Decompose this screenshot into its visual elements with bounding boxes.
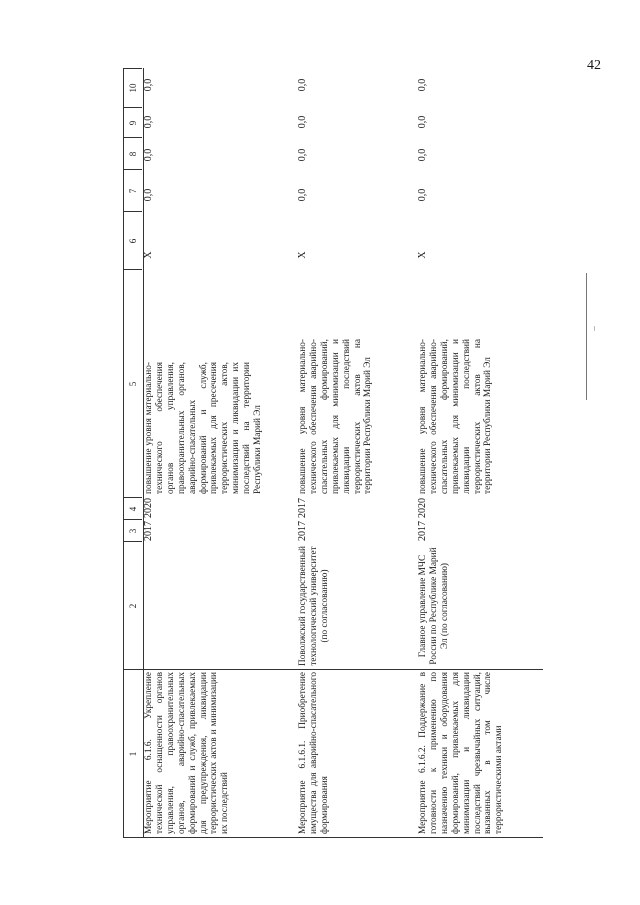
expected-result: повышение уровня материально-технического обеспечения аварийно-спасательных формирований, привлекаемых для минимизации и ликвидации последствий террористических актов на территории Республики Марий Эл bbox=[298, 339, 374, 494]
executor: Главное управление МЧС России по Республике Марий Эл (по согласованию) bbox=[418, 547, 450, 665]
col-7-value: 0,0 bbox=[143, 188, 154, 202]
measure-name: Мероприятие 6.1.6. Укрепление технической оснащенности органов управления, правоохранительных органов, аварийно-спасательных формирований и служб, привлекаемых для предупреждения, ликвидации террористических актов и минимизации их последствий bbox=[144, 672, 231, 834]
rotated-table bbox=[123, 68, 543, 838]
start-year: 2017 bbox=[417, 521, 428, 541]
scan-mark bbox=[594, 326, 595, 331]
table-row bbox=[298, 68, 408, 838]
header-col-4: 4 bbox=[128, 506, 138, 512]
table-header bbox=[123, 68, 144, 838]
start-year: 2017 bbox=[143, 521, 154, 541]
header-col-1: 1 bbox=[128, 751, 138, 757]
expected-result: повышение уровня материально-технического обеспечения аварийно-спасательных формирований, привлекаемых для минимизации и ликвидации последствий террористических актов на территории Республики Марий Эл bbox=[418, 339, 494, 494]
column-rule bbox=[123, 541, 142, 542]
header-col-9: 9 bbox=[128, 120, 138, 126]
executor: Поволжский государственный технологический университет (по согласованию) bbox=[298, 546, 330, 666]
measure-name: Мероприятие 6.1.6.2. Поддержание в готовности к применению по назначению техники и оборудования формирований, привлекаемых для минимизации и ликвидации последствий чрезвычайных ситуаций, вызванных в том числе террористическими актами bbox=[418, 672, 505, 834]
col-9-value: 0,0 bbox=[143, 115, 154, 129]
header-col-6: 6 bbox=[128, 238, 138, 244]
col-9-value: 0,0 bbox=[417, 115, 428, 129]
column-rule bbox=[123, 519, 142, 520]
end-year: 2017 bbox=[297, 498, 308, 518]
column-rule bbox=[123, 107, 142, 108]
col-8-value: 0,0 bbox=[297, 148, 308, 162]
header-col-3: 3 bbox=[128, 528, 138, 534]
column-rule bbox=[123, 137, 142, 138]
separator-line bbox=[586, 273, 587, 400]
header-col-7: 7 bbox=[128, 188, 138, 194]
start-year: 2017 bbox=[297, 521, 308, 541]
end-year: 2020 bbox=[417, 498, 428, 518]
column-rule bbox=[123, 211, 142, 212]
table-border-right bbox=[123, 68, 142, 69]
col-6-value: X bbox=[417, 251, 428, 259]
col-7-value: 0,0 bbox=[297, 188, 308, 202]
end-year: 2020 bbox=[143, 498, 154, 518]
col-10-value: 0,0 bbox=[297, 78, 308, 92]
col-9-value: 0,0 bbox=[297, 115, 308, 129]
col-6-value: X bbox=[297, 251, 308, 259]
measure-name: Мероприятие 6.1.6.1. Приобретение имущества для аварийно-спасательного формирования bbox=[298, 672, 330, 834]
column-rule bbox=[123, 169, 142, 170]
column-rule bbox=[123, 497, 142, 498]
header-col-5: 5 bbox=[128, 381, 138, 387]
header-col-8: 8 bbox=[128, 151, 138, 157]
col-10-value: 0,0 bbox=[143, 78, 154, 92]
col-8-value: 0,0 bbox=[143, 148, 154, 162]
expected-result: повышение уровня материально-технического обеспечения органов управления, правоохранительных органов, аварийно-спасательных формирований и служб, привлекаемых для пресечения террористических актов, минимизации и ликвидации их последствий на территории Республики Марий Эл bbox=[144, 362, 264, 494]
header-col-10: 10 bbox=[128, 83, 138, 93]
col-10-value: 0,0 bbox=[417, 78, 428, 92]
column-rule bbox=[123, 269, 142, 270]
table-row bbox=[418, 68, 538, 838]
col-6-value: X bbox=[143, 251, 154, 259]
page-number: 42 bbox=[587, 58, 601, 73]
col-8-value: 0,0 bbox=[417, 148, 428, 162]
col-7-value: 0,0 bbox=[417, 188, 428, 202]
header-col-2: 2 bbox=[128, 603, 138, 609]
table-row bbox=[144, 68, 284, 838]
